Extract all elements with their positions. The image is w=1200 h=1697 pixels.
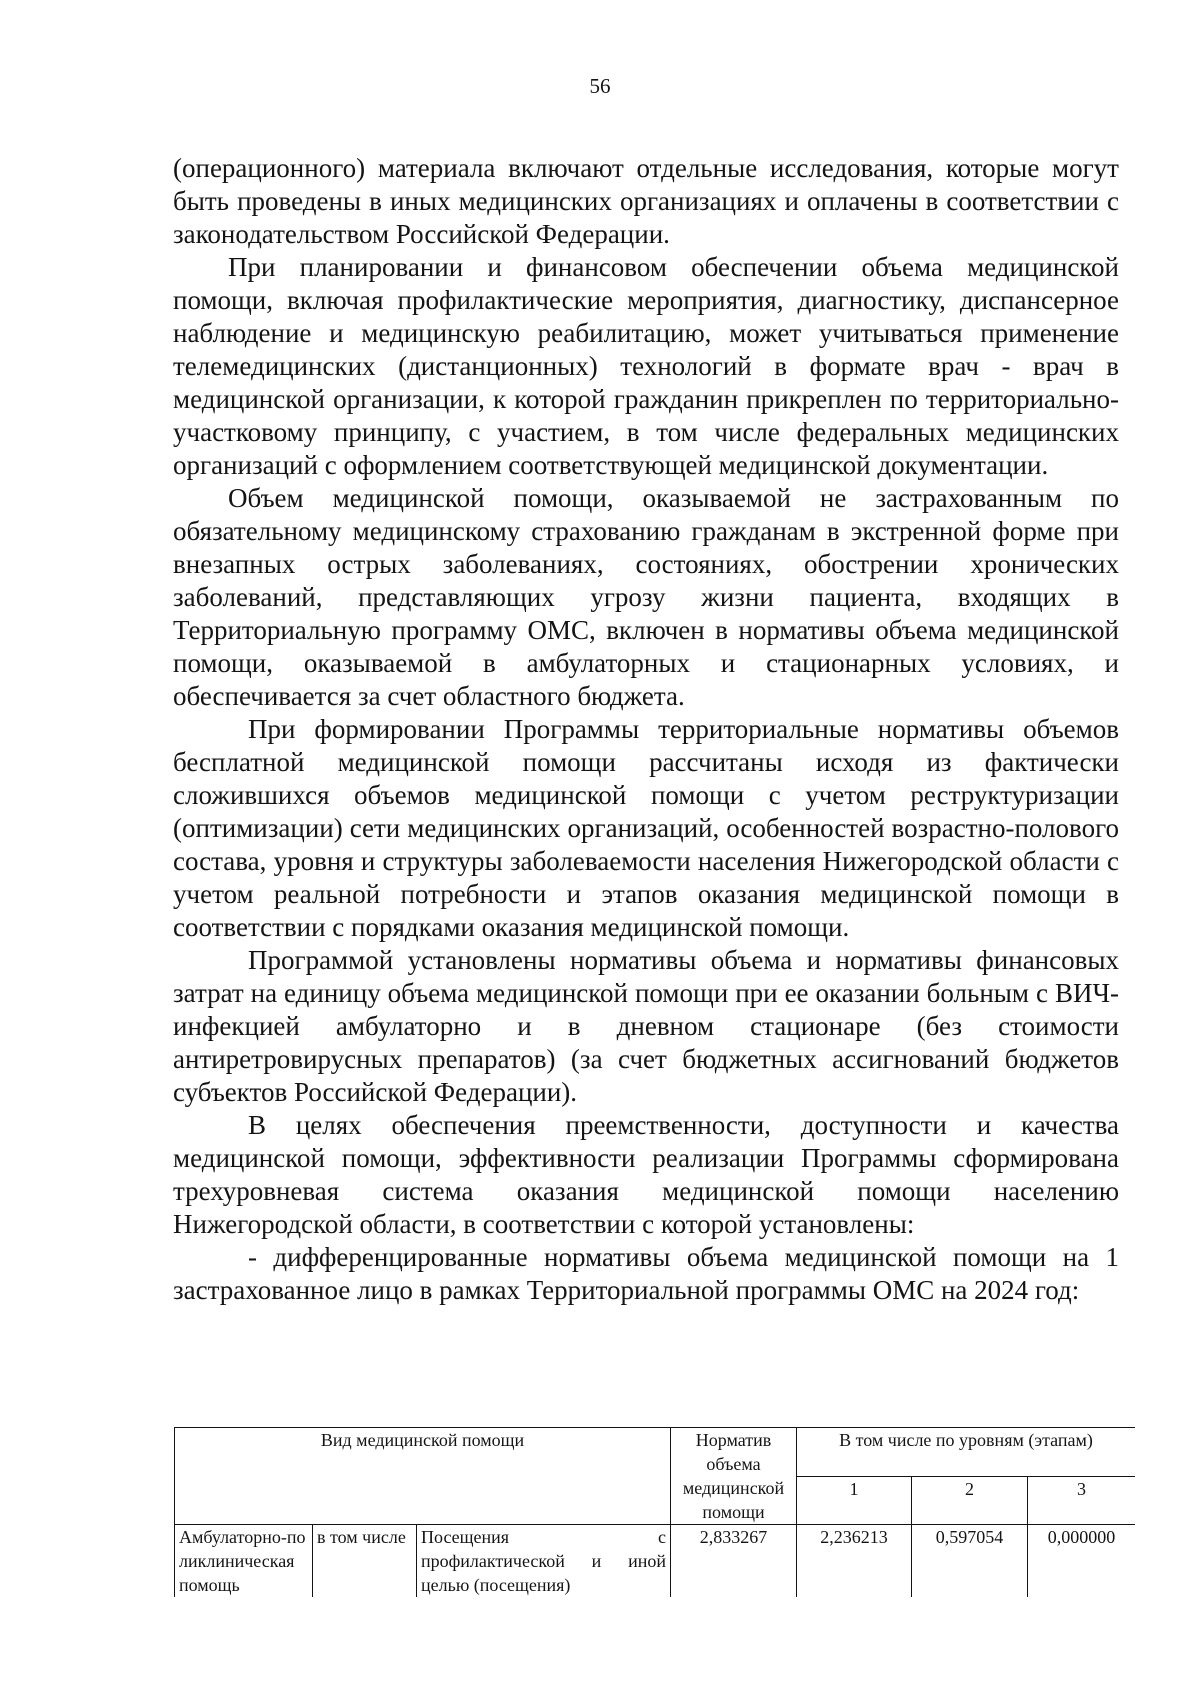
table-header-row-1 [175, 1428, 1136, 1477]
paragraph-7: - дифференцированные нормативы объема медицинской помощи на 1 застрахованное лицо в рамках Территориальной программы ОМС на 2024 год: [173, 1242, 1119, 1305]
norms-table [174, 1427, 1135, 1597]
header-norm: Норматив объема медицинской помощи [671, 1428, 797, 1525]
header-level-1: 1 [797, 1476, 912, 1525]
header-level-3: 3 [1028, 1476, 1135, 1525]
header-levels-group: В том числе по уровням (этапам) [797, 1428, 1135, 1477]
paragraph-4: При формировании Программы территориальные нормативы объемов бесплатной медицинской помощи рассчитаны исходя из фактически сложившихся объемов медицинской помощи с учетом реструктуризации (оптимизации) сети медицинских организаций, особенностей возрастно-полового состава, уровня и структуры заболеваемости населения Нижегородской области с учетом реальной потребности и этапов оказания медицинской помощи в соответствии с порядками оказания медицинской помощи. [173, 714, 1119, 942]
row-level-3: 0,000000 [1028, 1525, 1135, 1598]
document-body [173, 152, 1119, 1307]
row-category: Амбулаторно-поликлиническая помощь [175, 1525, 313, 1598]
norms-table-container [174, 1427, 1135, 1597]
page-number: 56 [589, 74, 611, 98]
row-level-2: 0,597054 [912, 1525, 1028, 1598]
row-qualifier: в том числе [313, 1525, 417, 1598]
paragraph-3: Объем медицинской помощи, оказываемой не застрахованным по обязательному медицинскому страхованию гражданам в экстренной форме при внезапных острых заболеваниях, состояниях, обострении хронических заболеваний, представляющих угрозу жизни пациента, входящих в Территориальную программу ОМС, включен в нормативы объема медицинской помощи, оказываемой в амбулаторных и стационарных условиях, и обеспечивается за счет областного бюджета. [173, 483, 1119, 711]
paragraph-6: В целях обеспечения преемственности, доступности и качества медицинской помощи, эффективности реализации Программы сформирована трехуровневая система оказания медицинской помощи населению Нижегородской области, в соответствии с которой установлены: [173, 1110, 1119, 1239]
row-level-1: 2,236213 [797, 1525, 912, 1598]
row-description: Посещения с профилактической и иной целью (посещения) [417, 1525, 671, 1598]
table-row [175, 1525, 1136, 1598]
row-norm: 2,833267 [671, 1525, 797, 1598]
paragraph-1: (операционного) материала включают отдельные исследования, которые могут быть проведены в иных медицинских организациях и оплачены в соответствии с законодательством Российской Федерации. [173, 153, 1119, 249]
header-level-2: 2 [912, 1476, 1028, 1525]
paragraph-2: При планировании и финансовом обеспечении объема медицинской помощи, включая профилактические мероприятия, диагностику, диспансерное наблюдение и медицинскую реабилитацию, может учитываться применение телемедицинских (дистанционных) технологий в формате врач - врач в медицинской организации, к которой гражданин прикреплен по территориально-участковому принципу, с участием, в том числе федеральных медицинских организаций с оформлением соответствующей медицинской документации. [173, 252, 1119, 480]
header-kind: Вид медицинской помощи [175, 1428, 671, 1525]
paragraph-5: Программой установлены нормативы объема и нормативы финансовых затрат на единицу объема медицинской помощи при ее оказании больным с ВИЧ-инфекцией амбулаторно и в дневном стационаре (без стоимости антиретровирусных препаратов) (за счет бюджетных ассигнований бюджетов субъектов Российской Федерации). [173, 945, 1119, 1107]
